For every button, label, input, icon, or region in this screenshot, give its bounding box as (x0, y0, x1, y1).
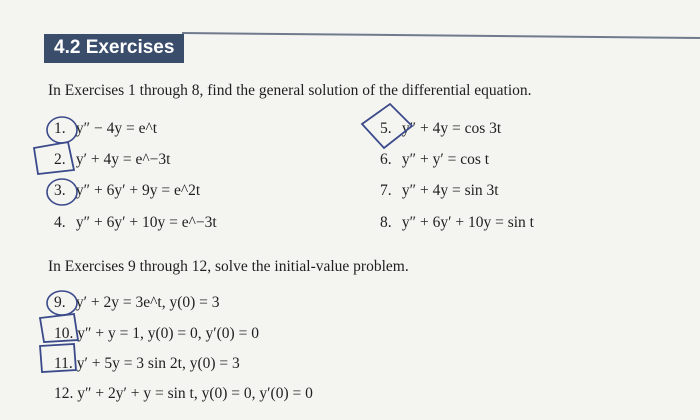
exercise-equation: y′ + 5y = 3 sin 2t, y(0) = 3 (76, 355, 240, 372)
exercise-number: 2. (54, 151, 66, 168)
exercise-equation: y″ + 6y′ + 10y = e^−3t (75, 214, 217, 231)
exercise-equation: y′ + 2y = 3e^t, y(0) = 3 (75, 294, 220, 311)
exercise-number: 6. (380, 151, 392, 168)
instruction-exercises-9-12: In Exercises 9 through 12, solve the initial-value problem. (48, 258, 409, 275)
exercise-6 (380, 151, 489, 169)
section-title: 4.2 Exercises (54, 37, 175, 58)
exercise-2 (54, 151, 170, 169)
exercise-equation: y″ + 4y = sin 3t (401, 182, 499, 199)
exercise-equation: y″ + 4y = cos 3t (401, 120, 502, 137)
exercise-equation: y″ + 6y′ + 10y = sin t (401, 214, 534, 231)
exercise-10 (54, 325, 259, 343)
exercise-equation: y′ + 4y = e^−3t (75, 151, 171, 168)
exercise-number: 5. (380, 120, 392, 137)
exercise-equation: y″ − 4y = e^t (75, 120, 158, 137)
exercise-number: 3. (54, 182, 66, 199)
exercise-number: 8. (380, 214, 392, 231)
exercise-11 (54, 355, 240, 373)
exercise-number: 1. (54, 120, 66, 137)
exercise-number: 12. (54, 385, 74, 402)
exercise-3 (54, 182, 200, 200)
exercise-1 (54, 120, 157, 138)
exercise-equation: y″ + y = 1, y(0) = 0, y′(0) = 0 (77, 325, 259, 342)
exercise-7 (380, 182, 499, 200)
header-rule (182, 32, 700, 39)
exercise-number: 4. (54, 214, 66, 231)
exercise-4 (54, 214, 217, 232)
instruction-exercises-1-8: In Exercises 1 through 8, find the general solution of the differential equation. (48, 82, 532, 99)
exercise-number: 9. (54, 294, 66, 311)
exercise-5 (380, 120, 501, 138)
exercise-number: 10. (54, 325, 74, 342)
section-header (44, 34, 184, 63)
exercise-12 (54, 385, 313, 403)
exercise-equation: y″ + 6y′ + 9y = e^2t (75, 182, 201, 199)
exercise-8 (380, 214, 534, 232)
exercise-number: 7. (380, 182, 392, 199)
exercise-equation: y″ + y′ = cos t (401, 151, 490, 168)
exercise-equation: y″ + 2y′ + y = sin t, y(0) = 0, y′(0) = 0 (77, 385, 313, 402)
exercise-9 (54, 294, 220, 312)
exercise-number: 11. (54, 355, 73, 372)
